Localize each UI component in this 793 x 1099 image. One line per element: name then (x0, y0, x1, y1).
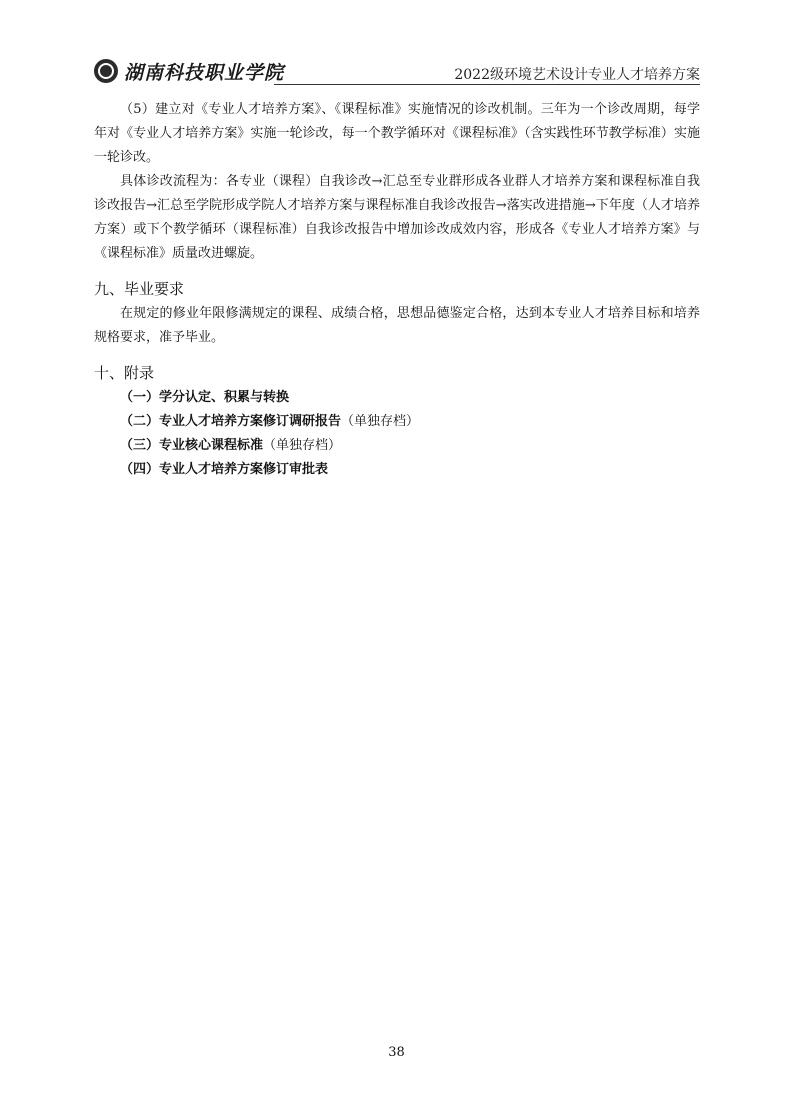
paragraph-graduation-requirements: 在规定的修业年限修满规定的课程、成绩合格，思想品德鉴定合格，达到本专业人才培养目标和培养规格要求，准予毕业。 (94, 306, 700, 345)
appendix-item-label: （四）专业人才培养方案修订审批表 (120, 462, 329, 477)
paragraph-diagnosis-mechanism: （5）建立对《专业人才培养方案》、《课程标准》实施情况的诊改机制。三年为一个诊改周期，每学年对《专业人才培养方案》实施一轮诊改，每一个教学循环对《课程标准》（含实践性环节教学标准）实施一轮诊改。 (94, 102, 700, 165)
section-title-appendix: 十、附录 (94, 364, 155, 382)
appendix-item (94, 410, 700, 434)
appendix-item (94, 458, 700, 482)
appendix-item-note: （单独存档） (341, 414, 420, 429)
appendix-item-note: （单独存档） (263, 438, 342, 453)
document-title: 2022级环境艺术设计专业人才培养方案 (454, 67, 700, 83)
logo-text: 湖南科技职业学院 (124, 61, 285, 84)
appendix-item (94, 386, 700, 410)
appendix-list (94, 386, 700, 482)
college-logo (94, 58, 285, 84)
appendix-item (94, 434, 700, 458)
page-header (94, 56, 700, 86)
appendix-item-label: （二）专业人才培养方案修订调研报告 (120, 414, 342, 429)
section-title-graduation: 九、毕业要求 (94, 280, 185, 298)
appendix-item-label: （一）学分认定、积累与转换 (120, 390, 290, 405)
page-number: 38 (388, 1045, 405, 1060)
appendix-item-label: （三）专业核心课程标准 (120, 438, 264, 453)
page-content (94, 98, 700, 482)
college-seal-icon (94, 59, 118, 83)
header-rule (274, 84, 700, 85)
paragraph-diagnosis-process: 具体诊改流程为：各专业（课程）自我诊改→汇总至专业群形成各业群人才培养方案和课程标准自我诊改报告→汇总至学院形成学院人才培养方案与课程标准自我诊改报告→落实改进措施→下年度（人才培养方案）或下个教学循环（课程标准）自我诊改报告中增加诊改成效内容，形成各《专业人才培养方案》与《课程标准》质量改进螺旋。 (94, 174, 700, 261)
